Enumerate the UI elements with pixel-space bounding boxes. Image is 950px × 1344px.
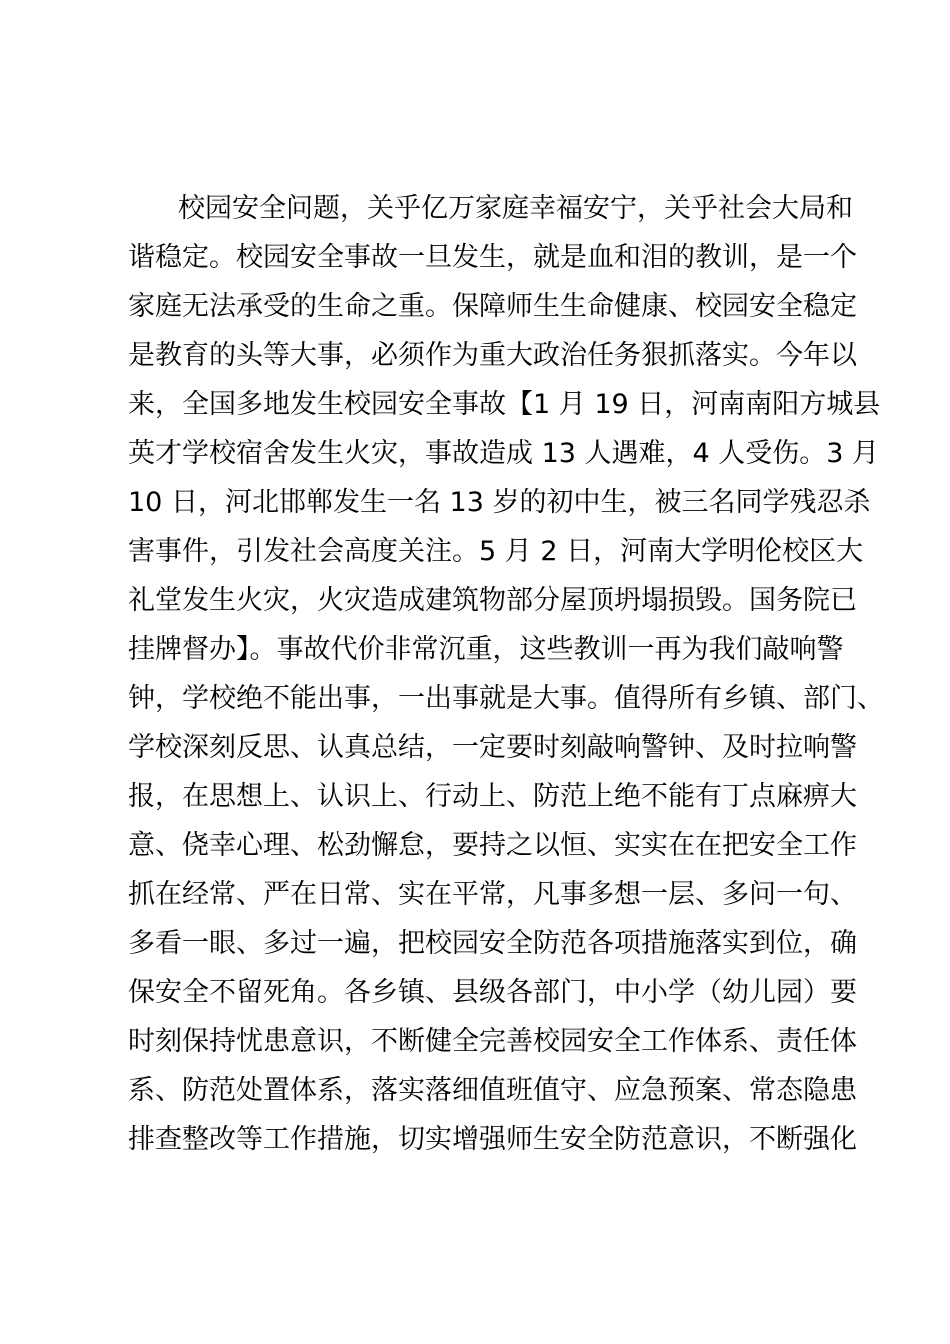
body-paragraph (128, 184, 884, 1164)
paragraph-line: 钟，学校绝不能出事，一出事就是大事。值得所有乡镇、部门、 (128, 683, 884, 714)
paragraph-line: 害事件，引发社会高度关注。5 月 2 日，河南大学明伦校区大 (128, 536, 864, 567)
paragraph-line: 谐稳定。校园安全事故一旦发生，就是血和泪的教训，是一个 (128, 242, 857, 273)
paragraph-line: 校园安全问题，关乎亿万家庭幸福安宁，关乎社会大局和 (178, 193, 853, 224)
paragraph-line: 英才学校宿舍发生火灾，事故造成 13 人遇难，4 人受伤。3 月 (128, 438, 880, 469)
paragraph-line: 报，在思想上、认识上、行动上、防范上绝不能有丁点麻痹大 (128, 781, 857, 812)
paragraph-line: 抓在经常、严在日常、实在平常，凡事多想一层、多问一句、 (128, 879, 857, 910)
paragraph-line: 意、侥幸心理、松劲懈怠，要持之以恒、实实在在把安全工作 (128, 830, 857, 861)
paragraph-line: 礼堂发生火灾，火灾造成建筑物部分屋顶坍塌损毁。国务院已 (128, 585, 857, 616)
paragraph-line: 挂牌督办】。事故代价非常沉重，这些教训一再为我们敲响警 (128, 634, 844, 665)
paragraph-line: 排查整改等工作措施，切实增强师生安全防范意识，不断强化 (128, 1124, 857, 1155)
paragraph-line: 是教育的头等大事，必须作为重大政治任务狠抓落实。今年以 (128, 340, 857, 371)
paragraph-line: 系、防范处置体系，落实落细值班值守、应急预案、常态隐患 (128, 1075, 857, 1106)
paragraph-line: 家庭无法承受的生命之重。保障师生生命健康、校园安全稳定 (128, 291, 857, 322)
paragraph-line: 多看一眼、多过一遍，把校园安全防范各项措施落实到位，确 (128, 928, 857, 959)
paragraph-line: 时刻保持忧患意识，不断健全完善校园安全工作体系、责任体 (128, 1026, 857, 1057)
paragraph-line: 10 日，河北邯郸发生一名 13 岁的初中生，被三名同学残忍杀 (128, 487, 871, 518)
paragraph-line: 保安全不留死角。各乡镇、县级各部门，中小学（幼儿园）要 (128, 977, 857, 1008)
paragraph-line: 学校深刻反思、认真总结，一定要时刻敲响警钟、及时拉响警 (128, 732, 857, 763)
paragraph-line: 来，全国多地发生校园安全事故【1 月 19 日，河南南阳方城县 (128, 389, 881, 420)
